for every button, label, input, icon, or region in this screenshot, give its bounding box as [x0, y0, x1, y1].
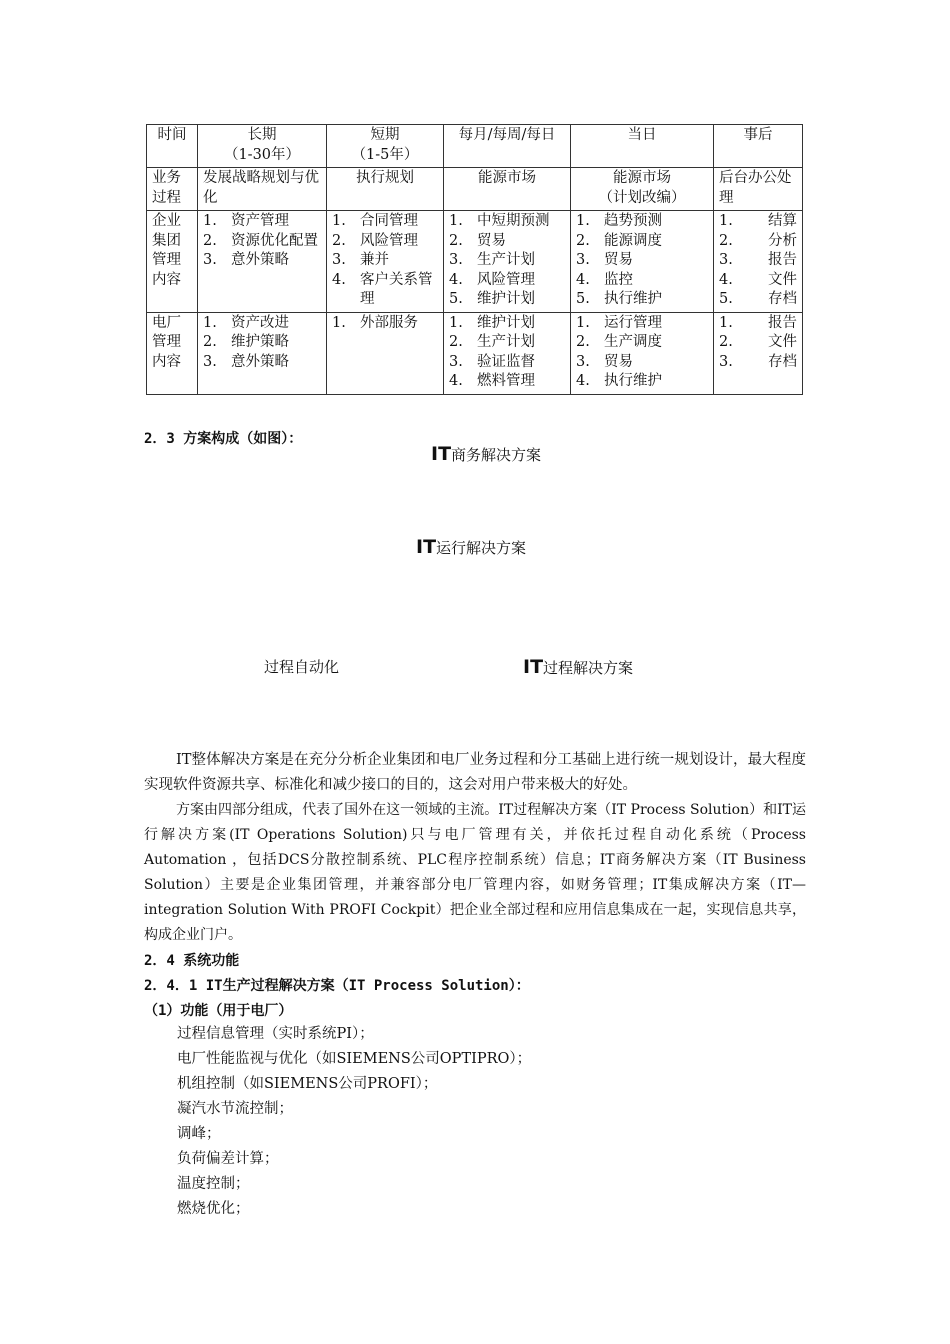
list-item: [332, 251, 438, 271]
list-item-text: 趋势预测: [604, 213, 662, 229]
list-item: [576, 232, 708, 252]
list-item-text: 报告: [768, 252, 797, 268]
diagram-label-process: IT过程解决方案: [523, 656, 634, 678]
list-item: [449, 314, 565, 334]
row-label-plant: 电厂 管理 内容: [147, 312, 198, 394]
table-cell: [714, 211, 803, 313]
list-item-number: 2.: [449, 334, 463, 350]
list-item: [332, 232, 438, 252]
section-heading-2-3: 2．3 方案构成（如图）：: [144, 431, 303, 447]
list-item-number: 2.: [576, 232, 590, 249]
diagram-label-automation: 过程自动化: [264, 658, 340, 676]
list-item-number: 4.: [332, 271, 346, 288]
table-cell: [571, 211, 714, 313]
list-item: [449, 251, 565, 271]
list-item-text: 维护计划: [477, 314, 535, 331]
function-item: 电厂性能监视与优化（如SIEMENS公司OPTIPRO）；: [177, 1051, 532, 1067]
table-cell: 发展战略规划与优化: [198, 168, 327, 211]
table-cell: [714, 312, 803, 394]
list-item-number: 4.: [576, 373, 590, 389]
list-item-text: 意外策略: [231, 252, 289, 268]
list-item: [449, 353, 565, 373]
table-cell: 能源市场: [444, 168, 571, 211]
list-item-text: 风险管理: [360, 232, 418, 249]
header-cell-short-term: 短期 （1-5年）: [327, 125, 444, 168]
list-item-text: 合同管理: [360, 213, 418, 229]
list-item-number: 2.: [719, 232, 733, 249]
list-item-number: 3.: [719, 252, 733, 268]
list-item-number: 1.: [576, 213, 590, 229]
table-cell: [198, 211, 327, 313]
list-item-number: 3.: [203, 252, 217, 268]
function-item: 温度控制；: [177, 1176, 250, 1192]
list-item-number: 2.: [449, 232, 463, 249]
list-item: [719, 333, 797, 353]
header-cell-after: 事后: [714, 125, 803, 168]
list-item-number: 4.: [576, 271, 590, 288]
list-item-number: 2.: [576, 334, 590, 350]
list-item: [449, 372, 565, 392]
diagram-label-business: IT商务解决方案: [431, 443, 542, 465]
planning-table: [146, 124, 803, 395]
list-item-text: 执行维护: [604, 291, 662, 307]
list-item-text: 资源优化配置: [231, 232, 318, 249]
list-item-number: 2.: [719, 334, 733, 350]
list-item: [576, 333, 708, 353]
list-item: [203, 314, 321, 334]
table-cell: [327, 211, 444, 313]
list-item: [719, 232, 797, 252]
list-item: [576, 271, 708, 291]
list-item-number: 1.: [449, 314, 463, 331]
list-item-text: 贸易: [604, 252, 633, 268]
table-cell: [198, 312, 327, 394]
list-item-number: 3.: [449, 353, 463, 370]
list-item: [203, 212, 321, 232]
header-cell-long-term: 长期 （1-30年）: [198, 125, 327, 168]
list-item: [719, 290, 797, 310]
header-cell-same-day: 当日: [571, 125, 714, 168]
list-item-text: 文件: [768, 334, 797, 350]
sub-heading-functions: （1）功能（用于电厂）: [144, 1003, 293, 1019]
body-paragraph-2: 方案由四部分组成，代表了国外在这一领域的主流。IT过程解决方案（IT Process Solution）和IT运行解决方案(IT Operations Solution)只与电厂管理有关，并依托过程自动化系统（Process Automation ，包括DCS分散控制系统、PLC程序控制系统）信息；IT商务解决方案（IT Business Solution）主要是企业集团管理，并兼容部分电厂管理内容，如财务管理；IT集成解决方案（IT—integration Solution With PROFI Cockpit）把企业全部过程和应用信息集成在一起，实现信息共享，构成企业门户。: [144, 802, 806, 943]
list-item-number: 1.: [719, 314, 733, 331]
list-item-text: 燃料管理: [477, 373, 535, 389]
list-item-number: 3.: [332, 252, 346, 268]
table-cell: [571, 312, 714, 394]
list-item-number: 4.: [719, 271, 733, 288]
list-item-number: 1.: [576, 314, 590, 331]
list-item: [576, 212, 708, 232]
list-item-text: 资产改进: [231, 314, 289, 331]
list-item: [576, 290, 708, 310]
list-item-number: 3.: [203, 353, 217, 370]
list-item-number: 1.: [449, 213, 463, 229]
list-item: [332, 212, 438, 232]
list-item: [449, 290, 565, 310]
list-item: [449, 232, 565, 252]
list-item-number: 2.: [332, 232, 346, 249]
list-item-text: 中短期预测: [477, 213, 550, 229]
list-item: [576, 353, 708, 373]
list-item: [449, 271, 565, 291]
list-item-number: 5.: [449, 291, 463, 307]
list-item-number: 1.: [719, 213, 733, 229]
table-row-header: [147, 125, 803, 168]
list-item: [719, 212, 797, 232]
list-item-text: 报告: [768, 314, 797, 331]
list-item: [576, 372, 708, 392]
function-item: 机组控制（如SIEMENS公司PROFI）；: [177, 1076, 438, 1092]
list-item-number: 4.: [449, 373, 463, 389]
table-cell: 能源市场 （计划改编）: [571, 168, 714, 211]
list-item-text: 运行管理: [604, 314, 662, 331]
list-item: [576, 251, 708, 271]
list-item: [203, 232, 321, 252]
list-item: [719, 251, 797, 271]
list-item-text: 文件: [768, 271, 797, 288]
list-item: [203, 353, 321, 373]
list-item-text: 结算: [768, 213, 797, 229]
list-item-text: 生产计划: [477, 334, 535, 350]
list-item-text: 客户关系管理: [360, 271, 433, 307]
header-cell-periodic: 每月/每周/每日: [444, 125, 571, 168]
list-item-text: 维护策略: [231, 334, 289, 350]
list-item: [719, 314, 797, 334]
list-item: [332, 271, 438, 310]
table-cell: [327, 312, 444, 394]
list-item-number: 3.: [576, 353, 590, 370]
table-cell: 执行规划: [327, 168, 444, 211]
list-item-text: 执行维护: [604, 373, 662, 389]
list-item: [719, 271, 797, 291]
table-cell: [444, 312, 571, 394]
list-item: [719, 353, 797, 373]
section-heading-2-4-1: 2．4．1 IT生产过程解决方案（IT Process Solution）：: [144, 978, 530, 994]
list-item-text: 生产计划: [477, 252, 535, 268]
function-item: 调峰；: [177, 1126, 221, 1142]
list-item-text: 生产调度: [604, 334, 662, 350]
list-item: [449, 212, 565, 232]
list-item-number: 1.: [332, 213, 346, 229]
row-label-enterprise: 企业 集团 管理 内容: [147, 211, 198, 313]
list-item-text: 存档: [768, 291, 797, 307]
list-item-number: 3.: [449, 252, 463, 268]
list-item-text: 贸易: [477, 232, 506, 249]
list-item: [576, 314, 708, 334]
list-item-text: 验证监督: [477, 353, 535, 370]
list-item-number: 3.: [719, 353, 733, 370]
list-item-number: 5.: [576, 291, 590, 307]
list-item: [203, 333, 321, 353]
list-item-text: 存档: [768, 353, 797, 370]
list-item-number: 5.: [719, 291, 733, 307]
function-item: 过程信息管理（实时系统PI）；: [177, 1026, 374, 1042]
row-label-process: 业务 过程: [147, 168, 198, 211]
list-item-text: 监控: [604, 271, 633, 288]
list-item-text: 外部服务: [360, 314, 418, 331]
list-item-text: 维护计划: [477, 291, 535, 307]
list-item-text: 兼并: [360, 252, 389, 268]
list-item: [332, 314, 438, 334]
function-item: 燃烧优化；: [177, 1201, 250, 1217]
diagram-label-operations: IT运行解决方案: [416, 536, 527, 558]
body-paragraph-1: IT整体解决方案是在充分分析企业集团和电厂业务过程和分工基础上进行统一规划设计，最大程度实现软件资源共享、标准化和减少接口的目的，这会对用户带来极大的好处。: [144, 752, 806, 793]
list-item-number: 1.: [203, 314, 217, 331]
list-item-text: 能源调度: [604, 232, 662, 249]
list-item-number: 4.: [449, 271, 463, 288]
function-item: 负荷偏差计算；: [177, 1151, 279, 1167]
list-item-number: 2.: [203, 232, 217, 249]
list-item-text: 风险管理: [477, 271, 535, 288]
list-item: [203, 251, 321, 271]
list-item-number: 2.: [203, 334, 217, 350]
header-cell-time: 时间: [147, 125, 198, 168]
table-cell: [444, 211, 571, 313]
list-item-number: 3.: [576, 252, 590, 268]
list-item-number: 1.: [203, 213, 217, 229]
list-item-text: 贸易: [604, 353, 633, 370]
function-item: 凝汽水节流控制；: [177, 1101, 293, 1117]
list-item-text: 资产管理: [231, 213, 289, 229]
list-item-text: 分析: [768, 232, 797, 249]
table-row-enterprise: [147, 211, 803, 313]
list-item-text: 意外策略: [231, 353, 289, 370]
list-item: [449, 333, 565, 353]
section-heading-2-4: 2．4 系统功能: [144, 953, 240, 969]
table-row-plant: [147, 312, 803, 394]
list-item-number: 1.: [332, 314, 346, 331]
table-row-process: [147, 168, 803, 211]
table-cell: 后台办公处理: [714, 168, 803, 211]
